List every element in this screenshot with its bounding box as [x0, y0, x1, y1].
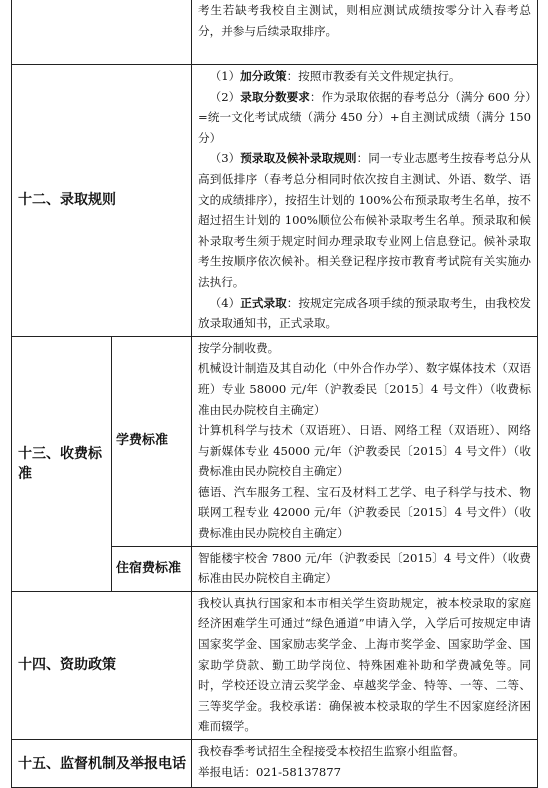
accommodation-cell	[192, 546, 538, 591]
rule-prefix: （1）	[209, 69, 241, 83]
sub-label-accommodation: 住宿费标准	[112, 546, 192, 591]
admission-rules-table	[11, 0, 538, 788]
supervision-text: 我校春季考试招生全程接受本校招生监察小组监督。	[198, 744, 465, 758]
continuation-text: 考生若缺考我校自主测试，则相应测试成绩按零分计入春考总分，并参与后续录取排序。	[198, 3, 531, 38]
row-label-admission-rules: 十二、录取规则	[12, 65, 192, 337]
row-label-supervision: 十五、监督机制及举报电话	[12, 740, 192, 788]
row-label-empty	[12, 0, 192, 65]
rule-text: ：按规定完成各项手续的预录取考生，由我校发放录取通知书，正式录取。	[198, 295, 531, 331]
tuition-line: 按学分制收费。	[198, 340, 280, 355]
rule-prefix: （2）	[209, 89, 241, 104]
financial-aid-cell	[192, 591, 538, 739]
sub-label-tuition: 学费标准	[112, 336, 192, 546]
tuition-line: 计算机科学与技术（双语班）、日语、网络工程（双语班）、网络与新媒体专业 45000 元/年（沪教委民〔2015〕4 号文件）（收费标准由民办院校自主确定）	[198, 423, 531, 479]
rule-prefix: （3）	[209, 151, 241, 166]
admission-rules-cell	[192, 65, 538, 337]
rule-item-2	[198, 87, 531, 149]
tuition-line: 德语、汽车服务工程、宝石及材料工艺学、电子科学与技术、物联网工程专业 42000 元/年（沪教委民〔2015〕4 号文件）（收费标准由民办院校自主确定）	[198, 484, 531, 541]
supervision-cell	[192, 740, 538, 788]
table-row-tuition	[12, 336, 538, 546]
rule-text: ：同一专业志愿考生按春考总分从高到低排序（春考总分相同时依次按自主测试、外语、数学、语文的成绩排序），按招生计划的 100%公布预录取考生名单，按不超过招生计划的 100%顺位公布候补录取考生名单。预录取和候补录取考生须于规定时间办理录取专业网上信息登记。候补录取考生按顺序依次候补。相关登记程序按市教育考试院有关实施办法执行。	[198, 151, 531, 289]
tuition-line: 机械设计制造及其自动化（中外合作办学）、数字媒体技术（双语班）专业 58000 元/年（沪教委民〔2015〕4 号文件）（收费标准由民办院校自主确定）	[198, 361, 531, 417]
rule-item-3	[198, 148, 531, 292]
rule-text: ：按照市教委有关文件规定执行。	[286, 69, 461, 83]
table-row-supervision	[12, 740, 538, 788]
rule-item-1	[198, 66, 531, 87]
row-label-financial-aid: 十四、资助政策	[12, 591, 192, 739]
continuation-cell	[192, 0, 538, 65]
rule-prefix: （4）	[209, 295, 241, 310]
rule-title: 加分政策	[240, 69, 287, 83]
table-row-financial-aid	[12, 591, 538, 739]
rule-title: 录取分数要求	[240, 89, 310, 104]
rule-title: 正式录取	[240, 295, 287, 310]
rule-title: 预录取及候补录取规则	[240, 151, 357, 166]
tuition-cell	[192, 336, 538, 546]
financial-aid-text: 我校认真执行国家和本市相关学生资助规定，被本校录取的家庭经济困难学生可通过“绿色通道”申请入学，入学后可按规定申请国家奖学金、国家励志奖学金、上海市奖学金、国家助学金、国家助学贷款、勤工助学岗位、特殊困难补助和学费减免等。同时，学校还设立清云奖学金、卓越奖学金、特等、一等、二等、三等奖学金。我校承诺：确保被本校录取的学生不因家庭经济困难而辍学。	[198, 595, 531, 734]
accommodation-line: 智能楼宇校舍 7800 元/年（沪教委民〔2015〕4 号文件）（收费标准由民办院校自主确定）	[198, 550, 531, 586]
rule-text: ：作为录取依据的春考总分（满分 600 分）=统一文化考试成绩（满分 450 分）+自主测试成绩（满分 150 分）	[198, 89, 531, 145]
report-phone: 举报电话：021-58137877	[198, 764, 342, 779]
rule-item-4	[198, 293, 531, 334]
row-label-fees: 十三、收费标准	[12, 336, 112, 591]
table-row-continuation	[12, 0, 538, 65]
table-row-admission-rules	[12, 65, 538, 337]
